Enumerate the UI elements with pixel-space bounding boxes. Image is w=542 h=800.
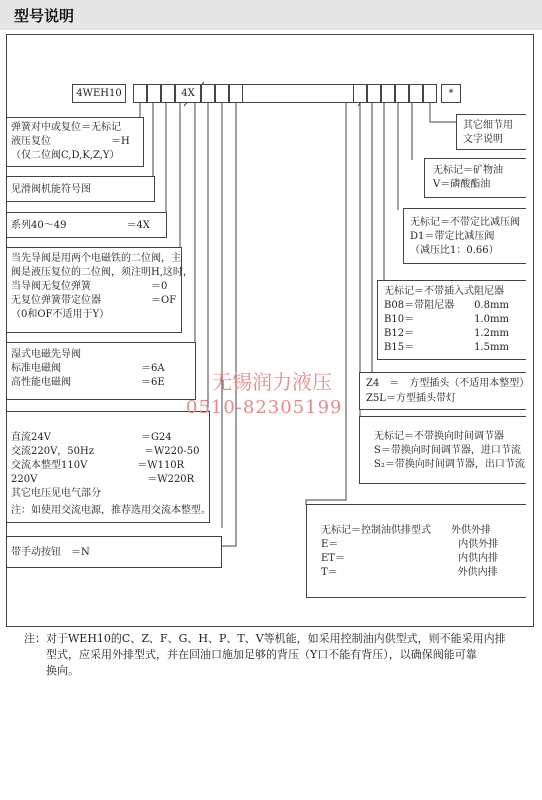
page-title: 型号说明 [14, 7, 75, 25]
voltage-box [6, 411, 210, 523]
relief-line: D1＝带定比减压阀 [410, 231, 495, 242]
voltage-line: 交流220V，50Hz ＝W220-50 [11, 446, 200, 457]
timer-line: S₂＝带换向时间调节器，出口节流 [374, 459, 525, 470]
code-prefix: 4WEH10 [76, 88, 122, 99]
voltage-line: 220V ＝W220R [11, 474, 195, 485]
pilot-line: 当导阀无复位弹簧 ＝0 [11, 281, 168, 292]
other-box [456, 114, 526, 150]
code-prefix-cell [72, 84, 126, 103]
voltage-line: 注：如使用交流电源，推荐选用交流本整型。 [11, 505, 211, 516]
relief-line: 无标记＝不带定比减压阀 [410, 217, 520, 228]
code-cell [215, 84, 229, 103]
footnote-line: 型式，应采用外排型式，并在回油口施加足够的背压（Y口不能有背压），以确保阀能可靠 [24, 648, 477, 661]
code-cell [147, 84, 161, 103]
code-series-cell [175, 84, 201, 103]
plug-line: Z4 ＝ 方型插头（不适用本整型） [366, 378, 530, 389]
damper-line: 无标记＝不带插入式阻尼器 [384, 286, 504, 297]
code-cell [367, 84, 381, 103]
code-cell [161, 84, 175, 103]
damper-line: B10＝ 1.0mm [384, 314, 509, 325]
pilot-line: （0和OF不适用于Y） [11, 309, 110, 320]
pilot-line: 阀是液压复位的二位阀，须注明H,这时， [11, 267, 193, 278]
damper-box [377, 280, 526, 360]
plug-line: Z5L＝方型插头带灯 [366, 393, 456, 404]
relief-line: （减压比1：0.66） [410, 245, 499, 256]
spring-line: （仅二位阀C,D,K,Z,Y） [11, 150, 120, 161]
supply-line: 无标记＝控制油供排型式 外供外排 [321, 525, 491, 536]
code-cell [423, 84, 437, 103]
oil-box [424, 158, 526, 198]
voltage-line: 直流24V ＝G24 [11, 432, 172, 443]
code-cell [229, 84, 243, 103]
voltage-line: 其它电压见电气部分 [11, 488, 101, 499]
spring-line: 弹簧对中或复位＝无标记 [11, 122, 121, 133]
other-line: 文字说明 [463, 134, 503, 145]
series-box [6, 212, 167, 238]
plug-box [359, 372, 530, 410]
pilot-line: 无复位弹簧带定位器 ＝OF [11, 295, 177, 306]
code-cell [381, 84, 395, 103]
code-gap [243, 84, 353, 103]
code-star-cell [441, 84, 461, 103]
pilot-line: 当先导阀是用两个电磁铁的二位阀，主 [11, 253, 181, 264]
watermark-company: 无锡润力液压 [212, 370, 332, 394]
timer-line: 无标记＝不带换向时间调节器 [374, 431, 504, 442]
supply-box [306, 504, 526, 598]
code-cell [409, 84, 423, 103]
footnote [24, 631, 506, 679]
footnote-line: 注：对于WEH10的C、Z、F、G、H、P、T、V等机能，如采用控制油内供型式，则不能采用内排 [24, 632, 506, 645]
damper-line: B15＝ 1.5mm [384, 342, 509, 353]
solenoid-line: 湿式电磁先导阀 [11, 349, 81, 360]
footnote-line: 换向。 [24, 664, 79, 677]
spring-line: 液压复位 ＝H [11, 136, 130, 147]
code-cell [133, 84, 147, 103]
code-cell [201, 84, 215, 103]
manual-text: 带手动按钮 ＝N [11, 547, 90, 558]
solenoid-box [6, 342, 196, 400]
pilot-box [6, 247, 193, 333]
solenoid-line: 标准电磁阀 ＝6A [11, 363, 165, 374]
series-text: 系列40～49 ＝4X [11, 220, 150, 231]
manual-box [6, 536, 222, 568]
code-cell [353, 84, 367, 103]
timer-box [359, 416, 526, 484]
code-series: 4X [181, 88, 195, 99]
code-cell [395, 84, 409, 103]
oil-line: V＝磷酸酯油 [433, 179, 491, 190]
spring-box [6, 117, 144, 167]
supply-line: T＝ 外供内排 [321, 567, 498, 578]
timer-line: S＝带换向时间调节器，进口节流 [374, 445, 521, 456]
damper-line: B08＝带阻尼器 0.8mm [384, 300, 509, 311]
other-line: 其它细节用 [463, 120, 513, 131]
damper-line: B12＝ 1.2mm [384, 328, 509, 339]
symbol-text: 见滑阀机能符号图 [11, 184, 91, 195]
solenoid-line: 高性能电磁阀 ＝6E [11, 377, 165, 388]
supply-line: ET＝ 内供内排 [321, 553, 499, 564]
code-star: * [448, 88, 454, 99]
symbol-box [6, 176, 155, 202]
voltage-line: 交流本整型110V ＝W110R [11, 460, 185, 471]
oil-line: 无标记＝矿物油 [433, 165, 503, 176]
watermark-phone: 0510-82305199 [186, 397, 343, 418]
supply-line: E＝ 内供外排 [321, 539, 499, 550]
relief-box [403, 208, 526, 264]
